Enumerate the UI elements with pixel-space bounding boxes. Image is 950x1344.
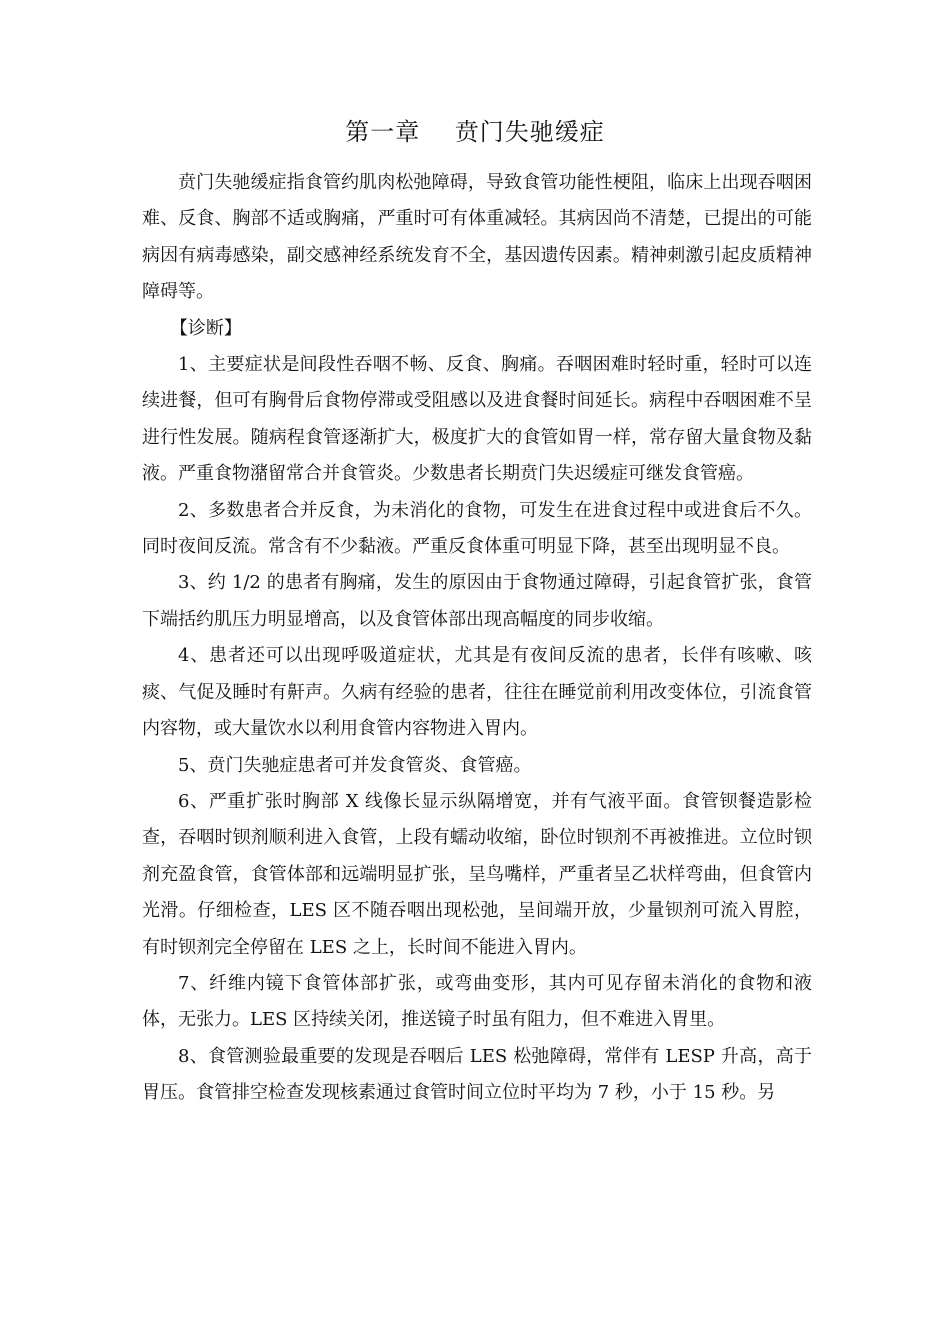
diagnosis-item-4: 4、患者还可以出现呼吸道症状，尤其是有夜间反流的患者，长伴有咳嗽、咳痰、气促及睡时有鼾声。久病有经验的患者，往往在睡觉前利用改变体位，引流食管内容物，或大量饮水以利用食管内容物进入胃内。 [142, 645, 812, 740]
diagnosis-item-1: 1、主要症状是间段性吞咽不畅、反食、胸痛。吞咽困难时轻时重，轻时可以连续进餐，但可有胸骨后食物停滞或受阻感以及进食餐时间延长。病程中吞咽困难不呈进行性发展。随病程食管逐渐扩大，极度扩大的食管如胃一样，常存留大量食物及黏液。严重食物潴留常合并食管炎。少数患者长期贲门失迟缓症可继发食管癌。 [142, 354, 812, 485]
diagnosis-item-3: 3、约 1/2 的患者有胸痛，发生的原因由于食物通过障碍，引起食管扩张，食管下端括约肌压力明显增高，以及食管体部出现高幅度的同步收缩。 [142, 572, 812, 630]
diagnosis-item-8: 8、食管测验最重要的发现是吞咽后 LES 松弛障碍，常伴有 LESP 升高，高于胃压。食管排空检查发现核素通过食管时间立位时平均为 7 秒，小于 15 秒。另 [142, 1045, 812, 1104]
chapter-title: 第一章 贲门失驰缓症 [345, 118, 605, 146]
diagnosis-item-7: 7、纤维内镜下食管体部扩张，或弯曲变形，其内可见存留未消化的食物和液体，无张力。LES 区持续关闭，推送镜子时虽有阻力，但不难进入胃里。 [142, 972, 812, 1031]
intro-paragraph: 贲门失驰缓症指食管约肌肉松弛障碍，导致食管功能性梗阻，临床上出现吞咽困难、反食、胸部不适或胸痛，严重时可有体重减轻。其病因尚不清楚，已提出的可能病因有病毒感染，副交感神经系统发育不全，基因遗传因素。精神刺激引起皮质精神障碍等。 [142, 172, 812, 303]
diagnosis-item-2: 2、多数患者合并反食，为未消化的食物，可发生在进食过程中或进食后不久。同时夜间反流。常含有不少黏液。严重反食体重可明显下降，甚至出现明显不良。 [142, 499, 812, 558]
diagnosis-item-6: 6、严重扩张时胸部 X 线像长显示纵隔增宽，并有气液平面。食管钡餐造影检查，吞咽时钡剂顺利进入食管，上段有蠕动收缩，卧位时钡剂不再被推进。立位时钡剂充盈食管，食管体部和远端明显扩张，呈鸟嘴样，严重者呈乙状样弯曲，但食管内光滑。仔细检查，LES 区不随吞咽出现松弛，呈间端开放，少量钡剂可流入胃腔，有时钡剂完全停留在 LES 之上，长时间不能进入胃内。 [142, 790, 812, 958]
document-body [142, 165, 812, 1112]
diagnosis-item-5: 5、贲门失驰症患者可并发食管炎、食管癌。 [178, 754, 532, 776]
section-heading-diagnosis: 【诊断】 [169, 317, 242, 339]
